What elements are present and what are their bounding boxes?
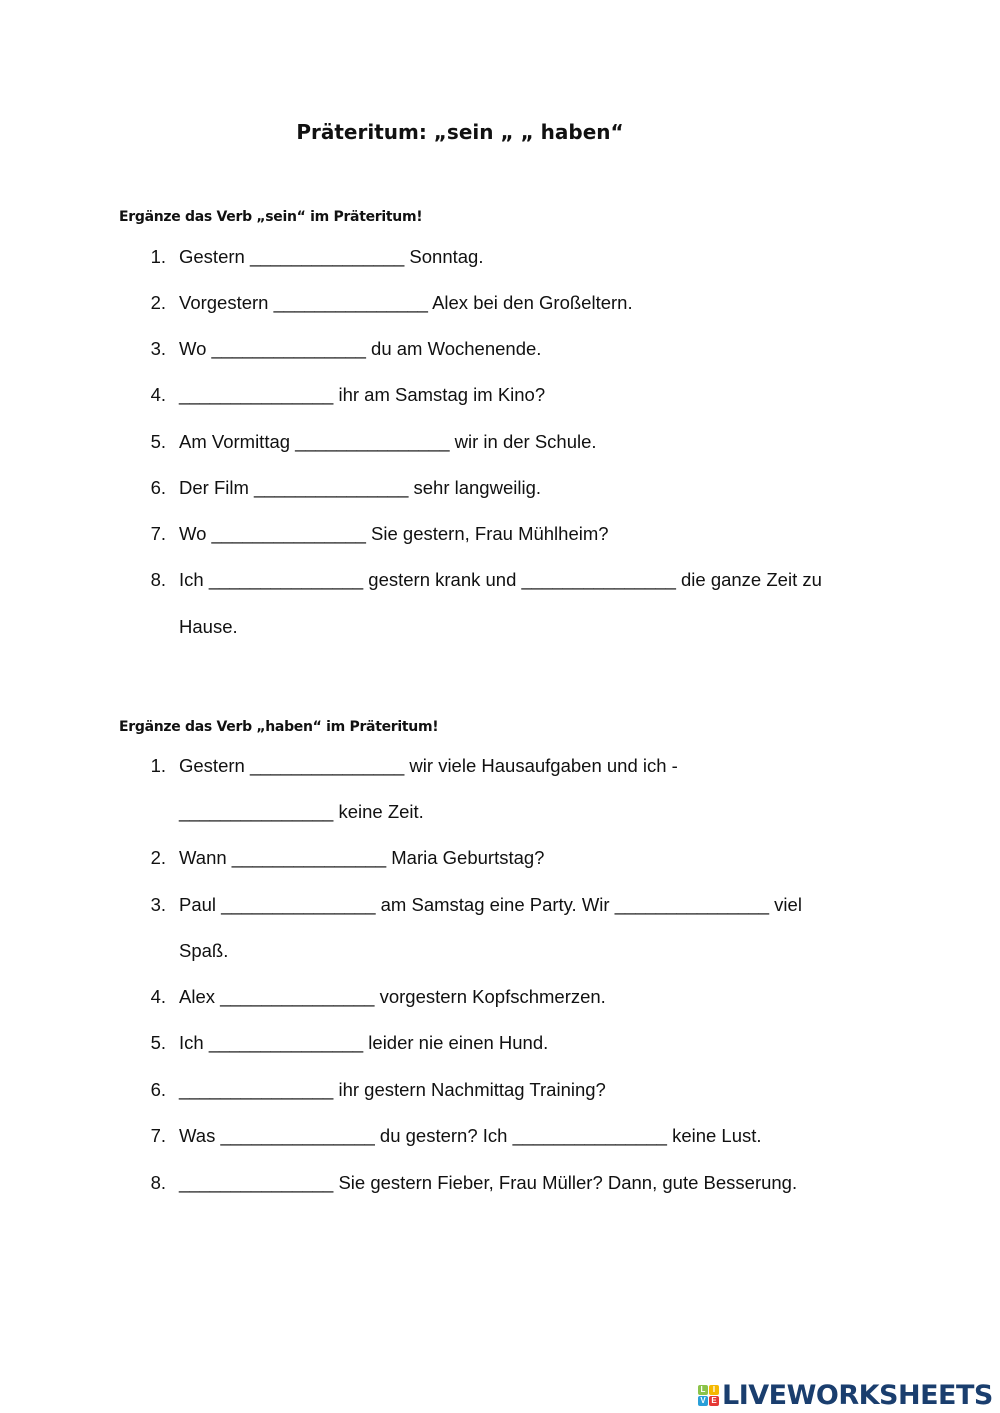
item-number: 8. [150, 569, 166, 590]
section1-instruction: Ergänze das Verb „sein“ im Präteritum! [119, 209, 423, 225]
item-number: 2. [150, 292, 166, 313]
page-title: Präteritum: „sein „ „ haben“ [296, 120, 624, 144]
item-number: 1. [150, 246, 166, 267]
exercise-line [0, 291, 1000, 315]
item-number: 4. [150, 986, 166, 1007]
item-text: Am Vormittag _______________ wir in der Schule. [179, 431, 597, 452]
item-text: Hause. [179, 616, 238, 637]
item-text: Wann _______________ Maria Geburtstag? [179, 847, 545, 868]
exercise-line [0, 1078, 1000, 1102]
item-number: 6. [150, 477, 166, 498]
item-number: 3. [150, 338, 166, 359]
item-text: Was _______________ du gestern? Ich _______________ keine Lust. [179, 1125, 762, 1146]
exercise-line [0, 800, 1000, 824]
exercise-line [0, 939, 1000, 963]
item-text: _______________ Sie gestern Fieber, Frau Müller? Dann, gute Besserung. [179, 1172, 798, 1193]
liveworksheets-logo [698, 1380, 993, 1411]
section2-instruction: Ergänze das Verb „haben“ im Präteritum! [119, 719, 439, 735]
exercise-line [0, 245, 1000, 269]
item-text: Paul _______________ am Samstag eine Party. Wir _______________ viel [179, 894, 802, 915]
item-number: 5. [150, 1032, 166, 1053]
item-text: _______________ ihr am Samstag im Kino? [179, 384, 546, 405]
item-text: Spaß. [179, 940, 229, 961]
item-number: 2. [150, 847, 166, 868]
exercise-line [0, 1031, 1000, 1055]
logo-text: LIVEWORKSHEETS [722, 1380, 993, 1411]
exercise-line [0, 476, 1000, 500]
item-text: Vorgestern _______________ Alex bei den Großeltern. [179, 292, 633, 313]
exercise-line [0, 1171, 1000, 1195]
exercise-line [0, 1124, 1000, 1148]
item-text: Der Film _______________ sehr langweilig. [179, 477, 542, 498]
item-number: 7. [150, 1125, 166, 1146]
exercise-line [0, 522, 1000, 546]
item-text: Wo _______________ du am Wochenende. [179, 338, 542, 359]
exercise-line [0, 846, 1000, 870]
exercise-line [0, 568, 1000, 592]
exercise-line [0, 615, 1000, 639]
exercise-line [0, 337, 1000, 361]
item-text: Ich _______________ gestern krank und _______________ die ganze Zeit zu [179, 569, 822, 590]
exercise-line [0, 383, 1000, 407]
item-number: 6. [150, 1079, 166, 1100]
item-text: _______________ ihr gestern Nachmittag Training? [179, 1079, 606, 1100]
item-number: 1. [150, 755, 166, 776]
exercise-line [0, 754, 1000, 778]
item-number: 5. [150, 431, 166, 452]
item-text: Wo _______________ Sie gestern, Frau Mühlheim? [179, 523, 609, 544]
item-text: Alex _______________ vorgestern Kopfschmerzen. [179, 986, 606, 1007]
exercise-line [0, 893, 1000, 917]
item-text: Gestern _______________ wir viele Hausaufgaben und ich - [179, 755, 678, 776]
exercise-line [0, 430, 1000, 454]
item-number: 3. [150, 894, 166, 915]
item-text: _______________ keine Zeit. [179, 801, 424, 822]
item-text: Gestern _______________ Sonntag. [179, 246, 484, 267]
item-number: 7. [150, 523, 166, 544]
item-number: 4. [150, 384, 166, 405]
logo-cubes-icon: L I V E [698, 1385, 719, 1406]
item-text: Ich _______________ leider nie einen Hund. [179, 1032, 549, 1053]
exercise-line [0, 985, 1000, 1009]
item-number: 8. [150, 1172, 166, 1193]
